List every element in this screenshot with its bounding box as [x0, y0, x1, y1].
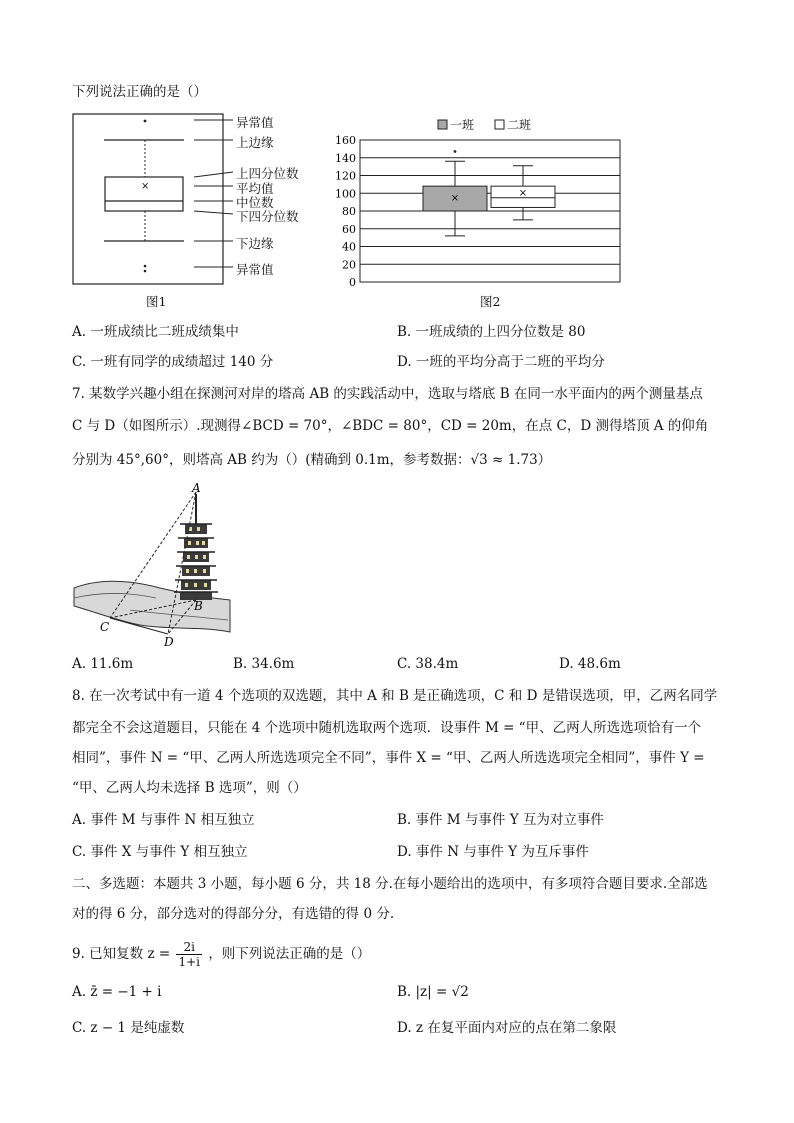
- q9-option-d[interactable]: D. z 在复平面内对应的点在第二象限: [397, 1020, 617, 1036]
- y-tick-label-140: 140: [335, 151, 356, 165]
- q8-stem-line1: 8. 在一次考试中有一道 4 个选项的双选题，其中 A 和 B 是正确选项，C 和 D 是错误选项，甲，乙两名同学: [72, 688, 718, 704]
- legend-swatch-class1: [438, 120, 447, 129]
- section2-instructions-line2: 对的得 6 分，部分选对的得部分分，有选错的得 0 分.: [72, 906, 395, 922]
- fig1-label-median: 中位数: [236, 195, 274, 210]
- q9-stem: [72, 940, 370, 969]
- section2-instructions-line1: 二、多选题：本题共 3 小题，每小题 6 分，共 18 分.在每小题给出的选项中，有多项符合题目要求.全部选: [72, 876, 708, 892]
- fig1-caption: 图1: [146, 294, 167, 309]
- diagram-label-b: B: [194, 599, 203, 613]
- diagram-label-c: C: [100, 620, 110, 634]
- mean-marker-class2: ×: [518, 187, 528, 199]
- outlier-class1-0: [454, 150, 457, 153]
- q9-option-c[interactable]: C. z − 1 是纯虚数: [72, 1020, 185, 1036]
- q8-option-b[interactable]: B. 事件 M 与事件 Y 互为对立事件: [397, 812, 604, 828]
- y-tick-label-0: 0: [349, 276, 356, 289]
- y-tick-label-80: 80: [342, 205, 356, 218]
- q8-option-c[interactable]: C. 事件 X 与事件 Y 相互独立: [72, 844, 248, 860]
- legend-label-class2: 二班: [507, 118, 532, 132]
- y-tick-label-40: 40: [342, 240, 356, 254]
- q9-stem-prefix: 9. 已知复数 z =: [72, 946, 171, 962]
- fig1-label-lower-edge: 下边缘: [236, 236, 274, 251]
- q7-tower-diagram: [70, 480, 240, 650]
- q7-stem-line1: 7. 某数学兴趣小组在探测河对岸的塔高 AB 的实践活动中，选取与塔底 B 在同一水平面内的两个测量基点: [72, 386, 703, 402]
- q7-option-b[interactable]: B. 34.6m: [233, 656, 295, 672]
- fig1-label-upper-quartile: 上四分位数: [236, 166, 299, 181]
- figure-1-boxplot-diagram: [70, 110, 320, 290]
- q6-option-a[interactable]: A. 一班成绩比二班成绩集中: [72, 324, 239, 340]
- legend-swatch-class2: [495, 120, 504, 129]
- q6-stem: 下列说法正确的是（）: [72, 84, 207, 100]
- q6-option-c[interactable]: C. 一班有同学的成绩超过 140 分: [72, 354, 274, 370]
- fig1-label-lower-quartile: 下四分位数: [236, 209, 299, 224]
- q8-stem-line4: “甲、乙两人均未选择 B 选项”，则（）: [72, 780, 307, 796]
- y-tick-label-120: 120: [335, 169, 356, 183]
- q8-stem-line2: 都完全不会这道题目，只能在 4 个选项中随机选取两个选项．设事件 M = “甲、乙两人所选选项恰有一个: [72, 720, 702, 736]
- q8-stem-line3: 相同”，事件 N = “甲、乙两人所选选项完全不同”，事件 X = “甲、乙两人所选选项完全相同”，事件 Y =: [72, 750, 705, 766]
- diagram-label-d: D: [164, 635, 174, 649]
- q9-option-b[interactable]: B. |z| = √2: [397, 984, 469, 1000]
- q6-option-d[interactable]: D. 一班的平均分高于二班的平均分: [397, 354, 605, 370]
- q9-fraction-numerator: 2i: [176, 940, 202, 955]
- svg-text:×: ×: [141, 181, 150, 192]
- fig1-label-upper-edge: 上边缘: [236, 135, 274, 150]
- q8-option-a[interactable]: A. 事件 M 与事件 N 相互独立: [72, 812, 255, 828]
- legend-label-class1: 一班: [450, 118, 475, 132]
- y-tick-label-60: 60: [342, 222, 356, 236]
- q7-stem-line2: C 与 D（如图所示）.现测得∠BCD = 70°，∠BDC = 80°，CD = 20m，在点 C，D 测得塔顶 A 的仰角: [72, 418, 709, 434]
- y-tick-label-20: 20: [342, 258, 356, 272]
- fig1-label-outlier-top: 异常值: [236, 115, 274, 130]
- diagram-label-a: A: [192, 481, 201, 495]
- q9-fraction: [176, 940, 202, 969]
- q6-option-b[interactable]: B. 一班成绩的上四分位数是 80: [397, 324, 586, 340]
- fig1-label-mean: 平均值: [236, 181, 274, 196]
- q7-option-d[interactable]: D. 48.6m: [559, 656, 621, 672]
- q9-fraction-denominator: 1+i: [178, 955, 201, 969]
- q9-stem-suffix: ，则下列说法正确的是（）: [208, 946, 371, 962]
- y-tick-label-160: 160: [335, 134, 356, 147]
- q7-option-c[interactable]: C. 38.4m: [397, 656, 459, 672]
- q8-option-d[interactable]: D. 事件 N 与事件 Y 为互斥事件: [397, 844, 589, 860]
- fig1-label-outlier-bottom: 异常值: [236, 262, 274, 277]
- mean-marker-class1: ×: [450, 193, 460, 205]
- q7-option-a[interactable]: A. 11.6m: [72, 656, 134, 672]
- fig2-caption: 图2: [480, 294, 501, 309]
- q9-option-a[interactable]: A. z̄ = −1 + i: [72, 984, 162, 1000]
- figure-2-box-chart: [330, 114, 630, 292]
- y-tick-label-100: 100: [335, 187, 356, 201]
- q7-stem-line3: 分别为 45°,60°，则塔高 AB 约为（）(精确到 0.1m，参考数据：√3 ≈ 1.73）: [72, 452, 552, 468]
